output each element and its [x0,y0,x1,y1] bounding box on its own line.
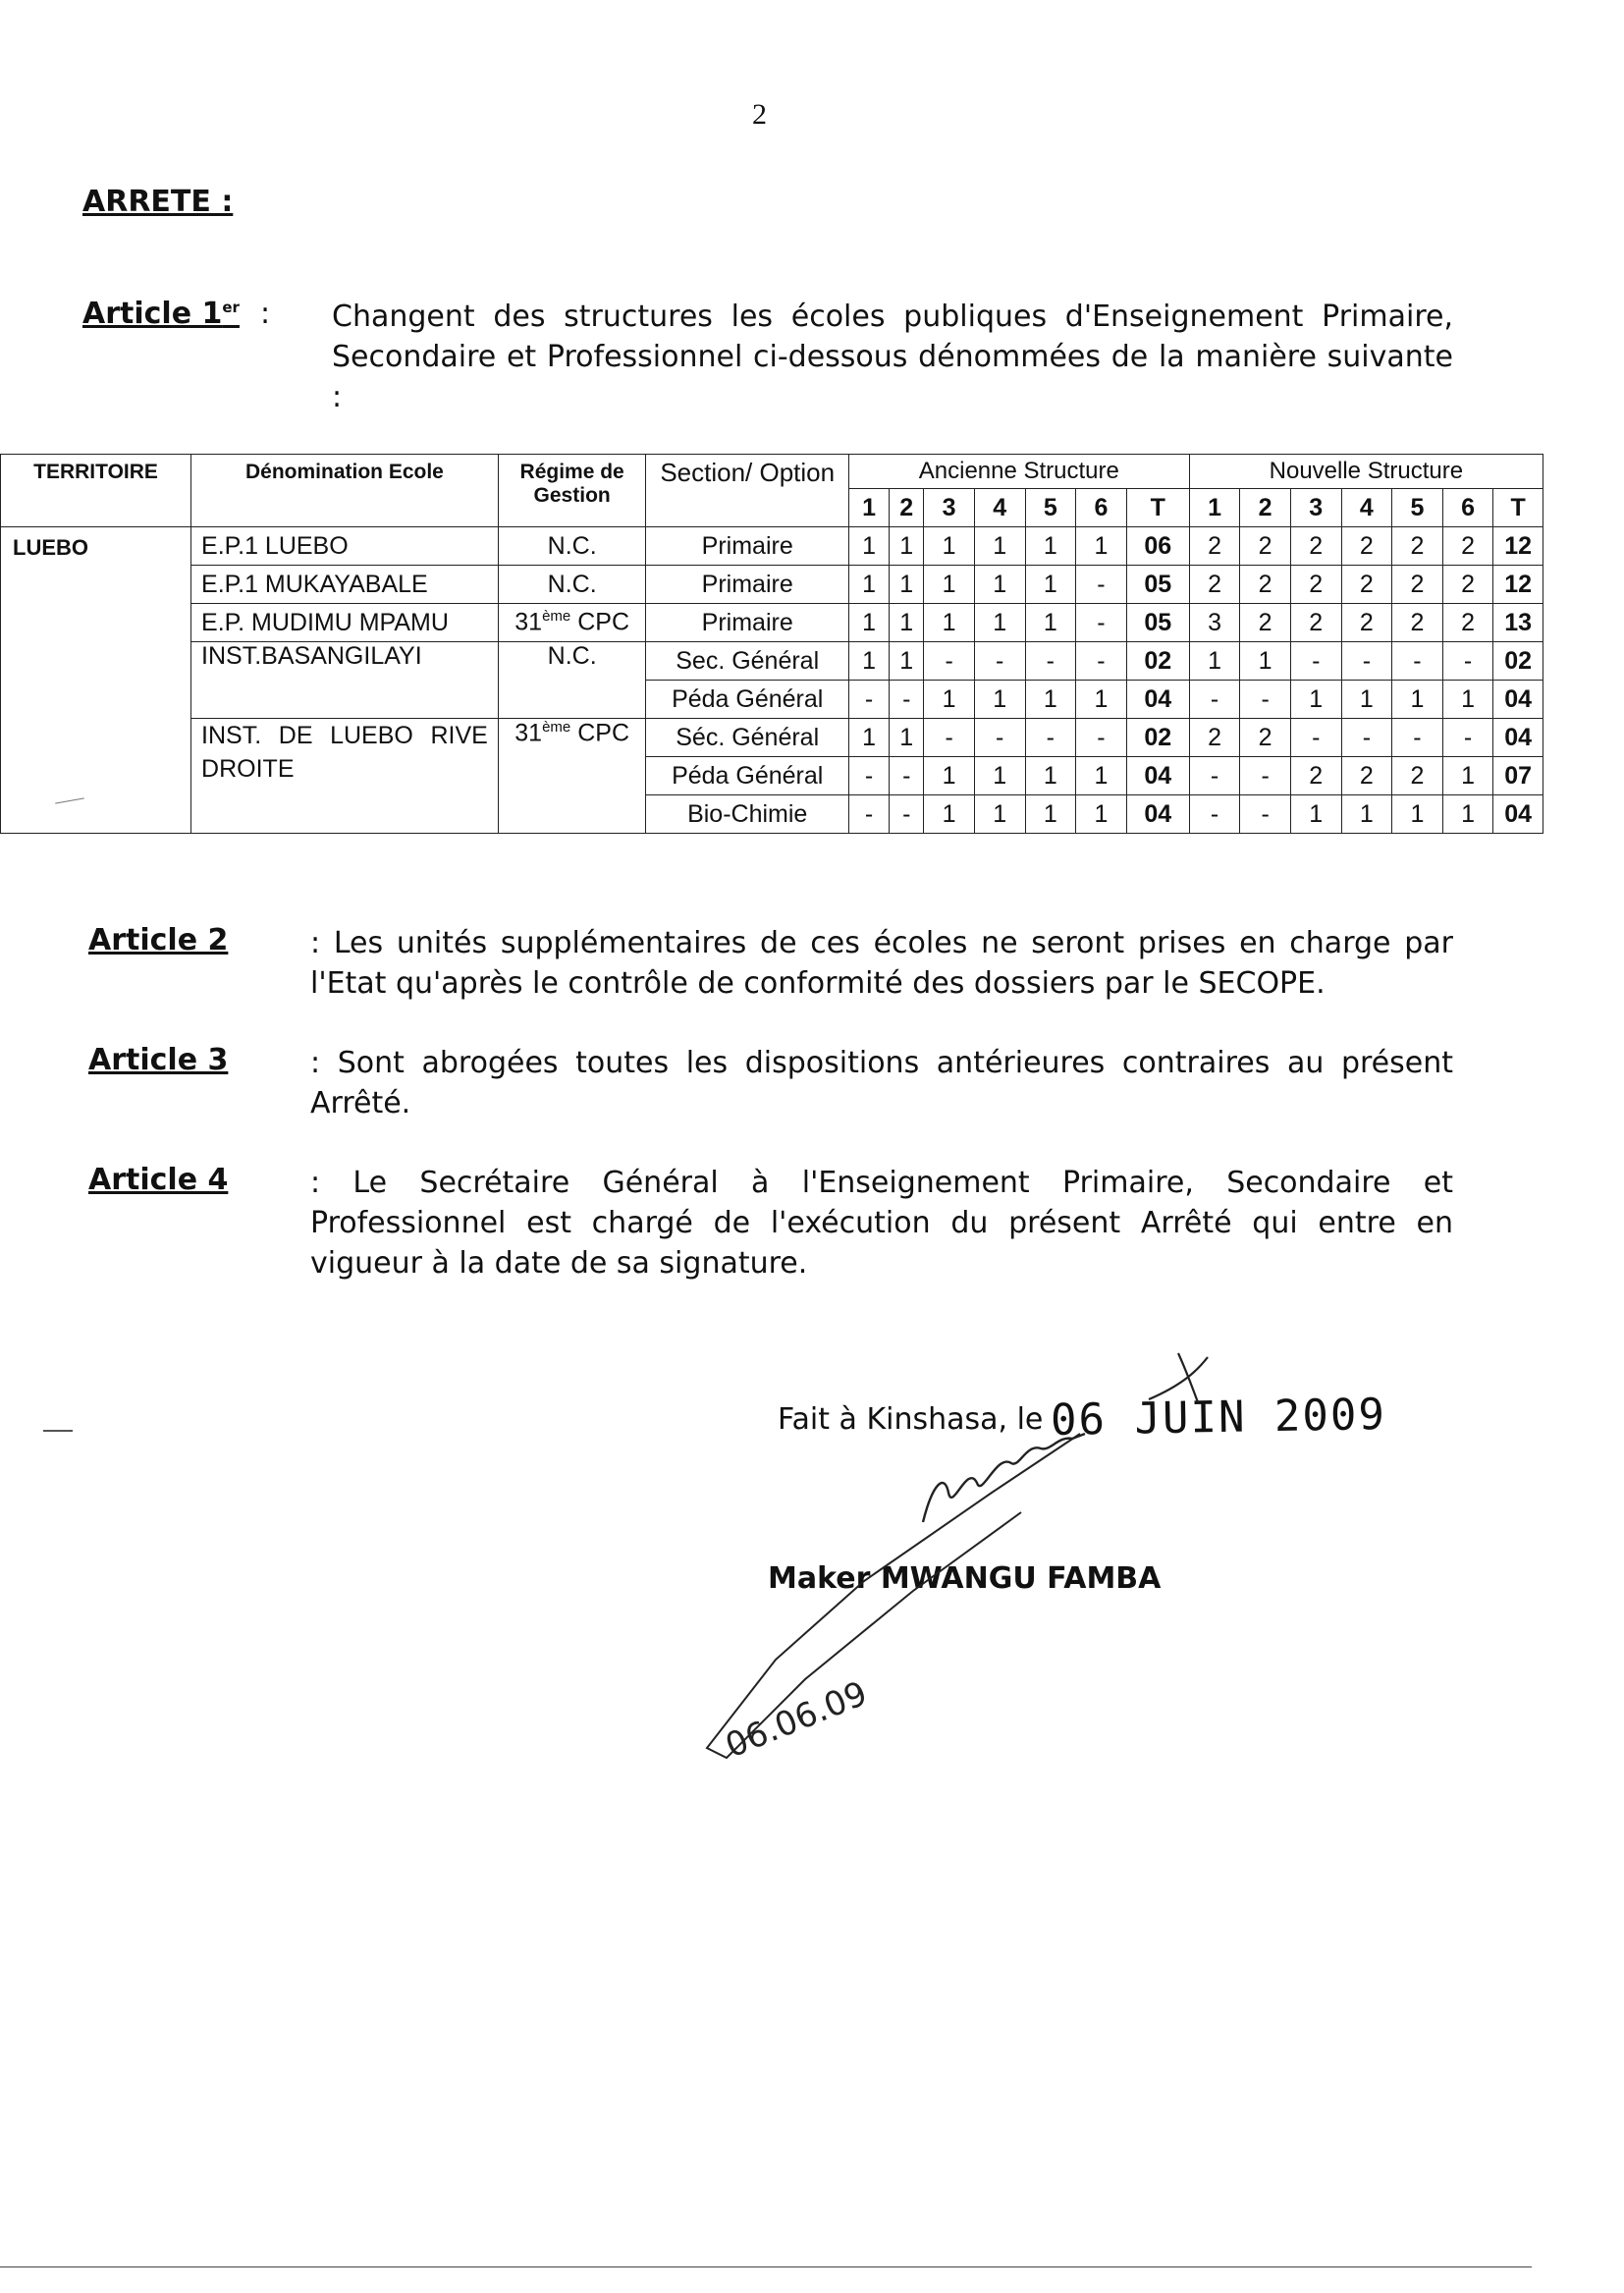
new-value: - [1442,642,1493,681]
old-value: 1 [1076,681,1127,719]
old-value: 1 [890,642,924,681]
old-value: - [1076,604,1127,642]
new-value: 2 [1240,527,1291,566]
old-value: - [924,642,975,681]
school-structure-table [0,454,1543,834]
old-value: 1 [1025,527,1076,566]
old-total: 06 [1126,527,1189,566]
old-value: 1 [1025,566,1076,604]
old-value: 1 [1025,604,1076,642]
old-value: 1 [848,527,889,566]
article-2-label: Article 2 [88,923,229,957]
old-value: - [1025,642,1076,681]
old-value: 1 [974,681,1025,719]
table-header-row [1,455,1543,489]
old-value: 1 [890,719,924,757]
new-value: - [1189,757,1240,795]
article-1-label: Article 1er [82,297,240,331]
new-value: 1 [1341,795,1392,834]
new-total: 02 [1493,642,1543,681]
old-value: 1 [1025,795,1076,834]
regime-cell: N.C. [498,566,646,604]
article-4-label: Article 4 [88,1163,229,1197]
old-value: 1 [848,719,889,757]
school-name: E.P.1 MUKAYABALE [191,566,499,604]
new-total: 04 [1493,681,1543,719]
new-total: 04 [1493,719,1543,757]
old-value: - [890,681,924,719]
col-header: 2 [890,489,924,527]
old-value: 1 [974,795,1025,834]
header-denomination: Dénomination Ecole [191,455,499,527]
new-value: 1 [1290,681,1341,719]
new-value: 2 [1189,719,1240,757]
old-value: - [974,719,1025,757]
new-value: - [1341,719,1392,757]
old-value: 1 [1076,527,1127,566]
table-row [1,604,1543,642]
old-value: 1 [974,566,1025,604]
header-nouvelle: Nouvelle Structure [1189,455,1543,489]
article-2-text: : Les unités supplémentaires de ces écoles ne seront prises en charge par l'Etat qu'après le contrôle de conformité des dossiers par le SECOPE. [310,926,1453,1001]
article-1-label-group [82,297,270,331]
old-value: - [1025,719,1076,757]
col-header: 1 [1189,489,1240,527]
old-value: - [848,795,889,834]
new-value: 2 [1189,566,1240,604]
scan-mark [43,1430,73,1432]
school-name: E.P. MUDIMU MPAMU [191,604,499,642]
new-value: - [1392,642,1443,681]
new-value: 2 [1290,757,1341,795]
col-header: 4 [974,489,1025,527]
new-total: 12 [1493,527,1543,566]
col-header: 3 [924,489,975,527]
new-value: 1 [1290,795,1341,834]
old-value: - [1076,719,1127,757]
header-ancienne: Ancienne Structure [848,455,1189,489]
new-value: - [1240,681,1291,719]
col-header: 4 [1341,489,1392,527]
new-value: 2 [1392,566,1443,604]
signatory-name: Maker MWANGU FAMBA [768,1561,1162,1596]
new-value: 2 [1290,604,1341,642]
article-3-text: : Sont abrogées toutes les dispositions antérieures contraires au présent Arrêté. [310,1046,1453,1120]
old-total: 04 [1126,795,1189,834]
col-header: T [1126,489,1189,527]
new-total: 07 [1493,757,1543,795]
article-1-text: Changent des structures les écoles publiques d'Enseignement Primaire, Secondaire et Professionnel ci-dessous dénommées de la manière suivante : [332,300,1453,414]
section-cell: Primaire [646,566,848,604]
new-value: 1 [1442,757,1493,795]
section-cell: Primaire [646,604,848,642]
new-value: - [1189,795,1240,834]
new-value: 2 [1392,527,1443,566]
new-value: - [1290,642,1341,681]
old-value: - [924,719,975,757]
old-value: 1 [924,566,975,604]
col-header: 5 [1025,489,1076,527]
new-value: 1 [1442,681,1493,719]
old-value: - [848,757,889,795]
page-number: 2 [752,98,767,131]
section-cell: Sec. Général [646,642,848,681]
table-row [1,566,1543,604]
place-date-label: Fait à Kinshasa, le [778,1402,1044,1437]
col-header: 6 [1442,489,1493,527]
old-value: 1 [848,642,889,681]
territory-cell: LUEBO [1,527,191,834]
new-value: 2 [1290,566,1341,604]
new-value: 2 [1442,566,1493,604]
handwritten-date: 06.06.09 [720,1673,873,1767]
new-value: 3 [1189,604,1240,642]
old-value: 1 [1076,795,1127,834]
col-header: 2 [1240,489,1291,527]
date-stamp: 06 JUIN 2009 [1050,1390,1387,1446]
old-value: 1 [924,604,975,642]
school-name: E.P.1 LUEBO [191,527,499,566]
header-section: Section/ Option [646,455,848,527]
new-value: 2 [1442,527,1493,566]
new-total: 13 [1493,604,1543,642]
new-value: 2 [1392,757,1443,795]
header-regime: Régime de Gestion [498,455,646,527]
new-value: 1 [1442,795,1493,834]
old-value: - [1076,642,1127,681]
article-1-colon: : [260,297,271,331]
old-value: 1 [1025,757,1076,795]
new-value: - [1240,795,1291,834]
regime-cell: N.C. [498,642,646,719]
new-value: 1 [1240,642,1291,681]
section-cell: Primaire [646,527,848,566]
old-value: - [890,757,924,795]
old-total: 02 [1126,642,1189,681]
new-value: 1 [1341,681,1392,719]
new-value: - [1341,642,1392,681]
decree-heading: ARRETE : [82,185,234,219]
section-cell: Péda Général [646,757,848,795]
old-value: - [890,795,924,834]
old-value: - [848,681,889,719]
old-total: 04 [1126,757,1189,795]
old-value: 1 [1076,757,1127,795]
new-value: - [1240,757,1291,795]
new-total: 04 [1493,795,1543,834]
regime-cell: N.C. [498,527,646,566]
old-value: 1 [924,527,975,566]
new-value: - [1392,719,1443,757]
new-value: - [1442,719,1493,757]
old-value: - [1076,566,1127,604]
new-value: 2 [1442,604,1493,642]
new-value: - [1290,719,1341,757]
new-value: 2 [1240,719,1291,757]
new-value: 2 [1240,566,1291,604]
new-value: 2 [1341,757,1392,795]
new-value: 1 [1392,681,1443,719]
article-4-text: : Le Secrétaire Général à l'Enseignement Primaire, Secondaire et Professionnel est chargé de l'exécution du présent Arrêté qui entre en vigueur à la date de sa signature. [310,1166,1453,1281]
regime-cell: 31ème CPC [498,719,646,834]
new-value: 2 [1392,604,1443,642]
new-total: 12 [1493,566,1543,604]
table-row [1,719,1543,757]
old-value: 1 [1025,681,1076,719]
col-header: 5 [1392,489,1443,527]
old-total: 05 [1126,566,1189,604]
new-value: 2 [1341,604,1392,642]
col-header: 3 [1290,489,1341,527]
school-name: INST. DE LUEBO RIVE DROITE [191,719,499,834]
old-value: 1 [890,527,924,566]
old-value: 1 [890,566,924,604]
new-value: 2 [1341,566,1392,604]
bottom-rule [0,2266,1532,2267]
new-value: - [1189,681,1240,719]
section-cell: Bio-Chimie [646,795,848,834]
section-cell: Péda Général [646,681,848,719]
old-value: 1 [974,604,1025,642]
old-value: 1 [924,681,975,719]
col-header: T [1493,489,1543,527]
table-row [1,527,1543,566]
old-total: 05 [1126,604,1189,642]
new-value: 2 [1341,527,1392,566]
old-value: 1 [974,527,1025,566]
old-value: 1 [974,757,1025,795]
old-value: 1 [924,795,975,834]
new-value: 2 [1240,604,1291,642]
table-row [1,642,1543,681]
old-total: 02 [1126,719,1189,757]
old-value: 1 [848,566,889,604]
col-header: 6 [1076,489,1127,527]
old-total: 04 [1126,681,1189,719]
old-value: - [974,642,1025,681]
old-value: 1 [924,757,975,795]
handwritten-signature [687,1345,1237,1777]
article-3-label: Article 3 [88,1043,229,1077]
school-name: INST.BASANGILAYI [191,642,499,719]
section-cell: Séc. Général [646,719,848,757]
new-value: 1 [1392,795,1443,834]
new-value: 2 [1290,527,1341,566]
old-value: 1 [848,604,889,642]
header-territoire: TERRITOIRE [1,455,191,527]
old-value: 1 [890,604,924,642]
new-value: 2 [1189,527,1240,566]
regime-cell: 31ème CPC [498,604,646,642]
col-header: 1 [848,489,889,527]
new-value: 1 [1189,642,1240,681]
